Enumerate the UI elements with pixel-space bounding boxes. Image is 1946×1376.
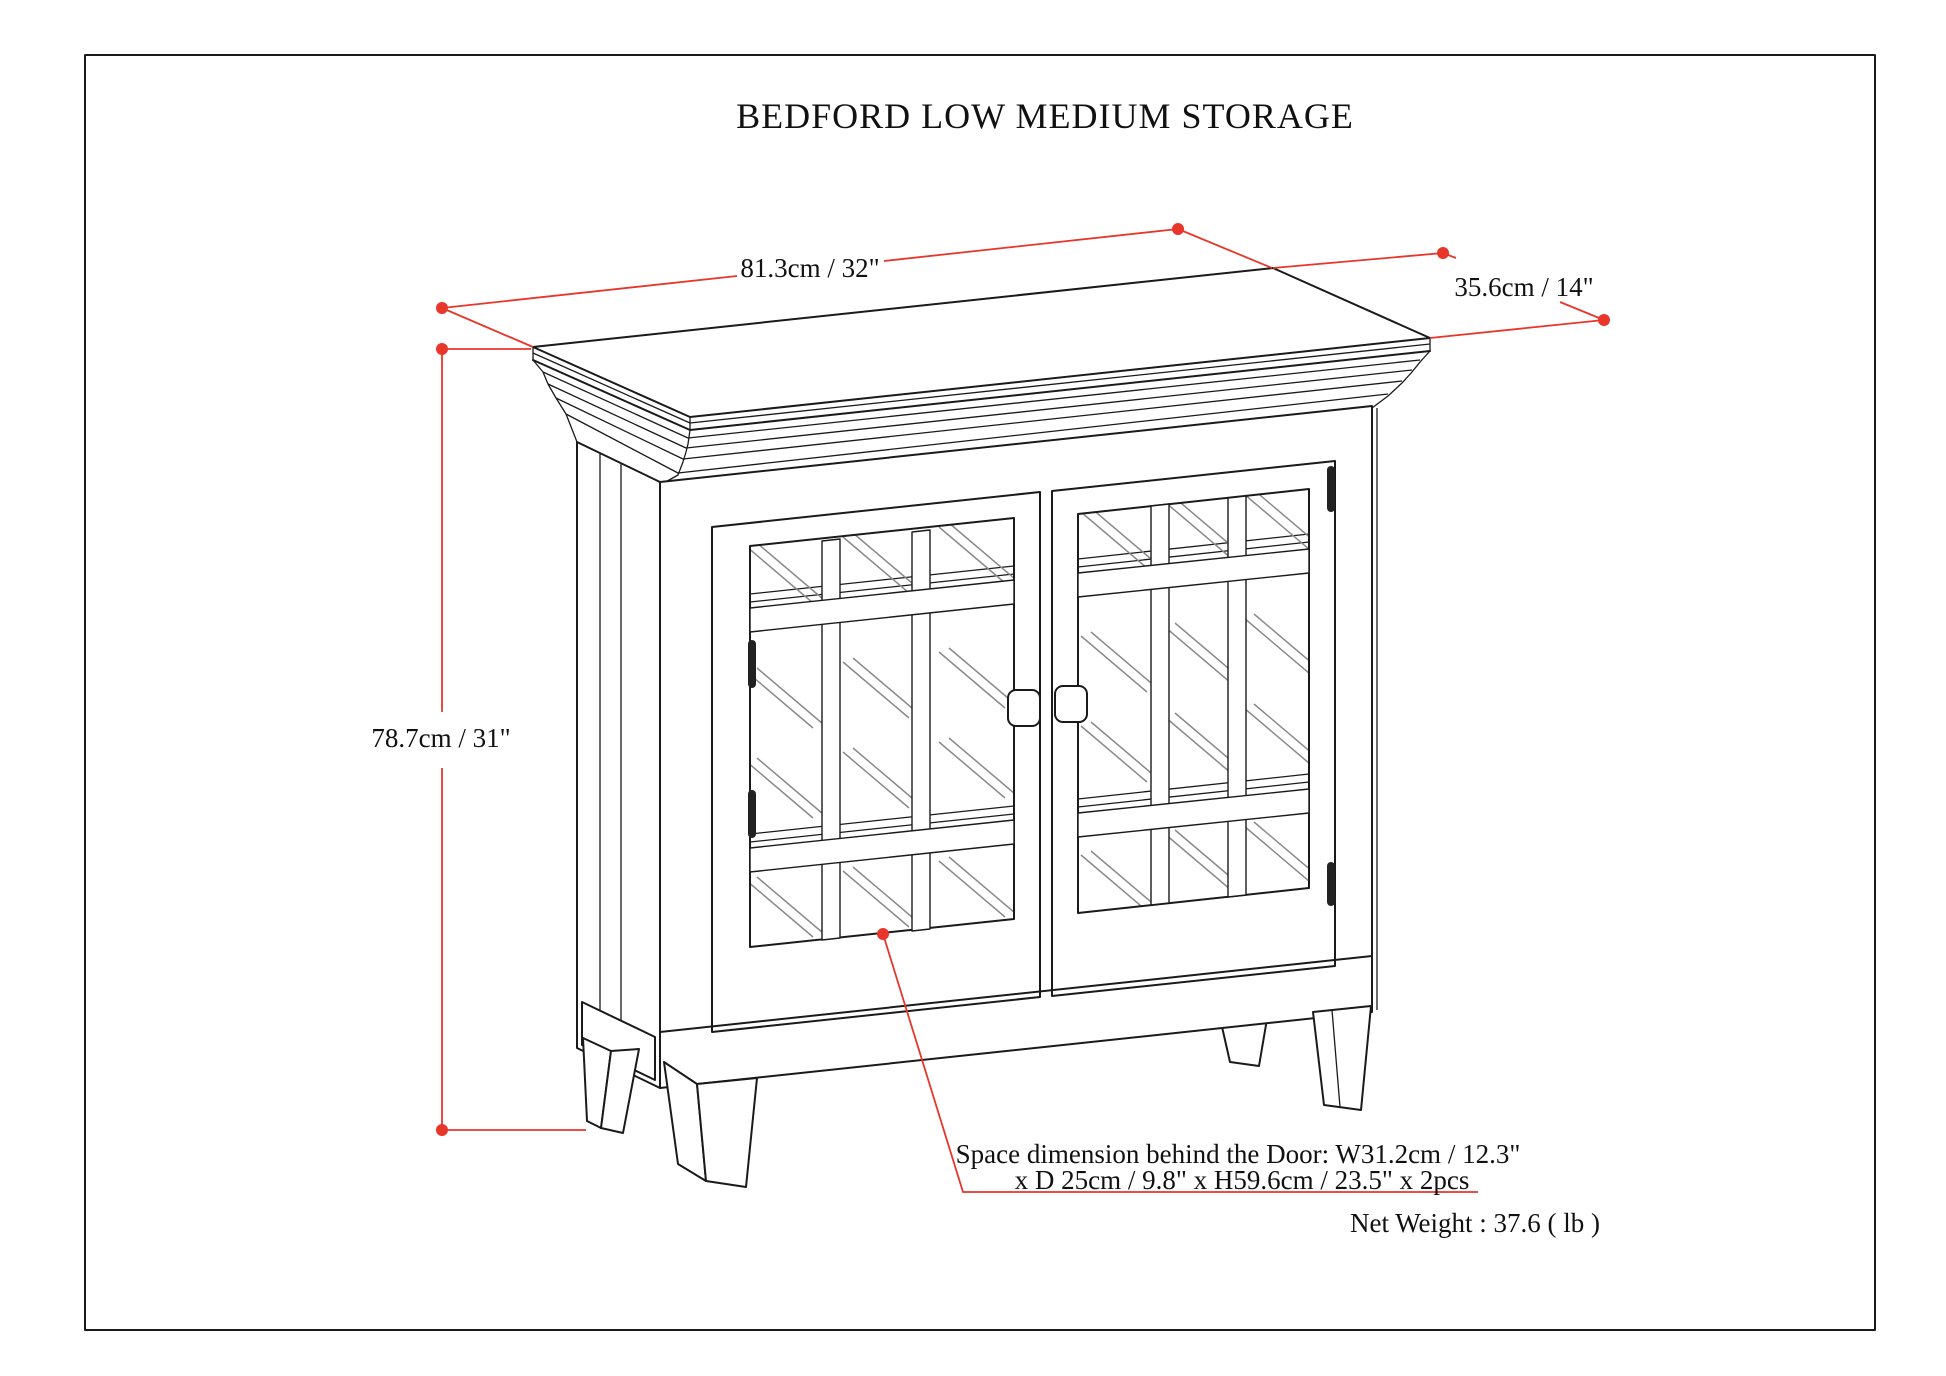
depth-dimension-label: 35.6cm / 14"	[1454, 272, 1594, 302]
height-dimension	[371, 343, 586, 1136]
height-dimension-label: 78.7cm / 31"	[371, 723, 511, 753]
hinge-icon	[748, 640, 756, 688]
hinge-icon	[1327, 466, 1335, 512]
front-right-leg	[1313, 1006, 1371, 1110]
diagram-title: BEDFORD LOW MEDIUM STORAGE	[736, 96, 1354, 136]
cabinet-top	[533, 268, 1430, 430]
left-side-panel	[577, 442, 660, 1088]
width-dimension-label: 81.3cm / 32"	[740, 253, 880, 283]
left-door-handle	[1008, 690, 1040, 726]
space-note-line1: Space dimension behind the Door: W31.2cm / 12.3"	[955, 1139, 1521, 1169]
front-face	[660, 406, 1377, 1088]
right-door-handle	[1055, 686, 1087, 722]
cabinet-drawing	[533, 268, 1430, 1187]
hinge-icon	[748, 790, 756, 838]
net-weight-label: Net Weight : 37.6 ( lb )	[1349, 1208, 1601, 1238]
space-note-line2: x D 25cm / 9.8" x H59.6cm / 23.5" x 2pcs	[1014, 1165, 1470, 1195]
front-left-leg	[697, 1078, 757, 1187]
hinge-icon	[1327, 862, 1335, 906]
